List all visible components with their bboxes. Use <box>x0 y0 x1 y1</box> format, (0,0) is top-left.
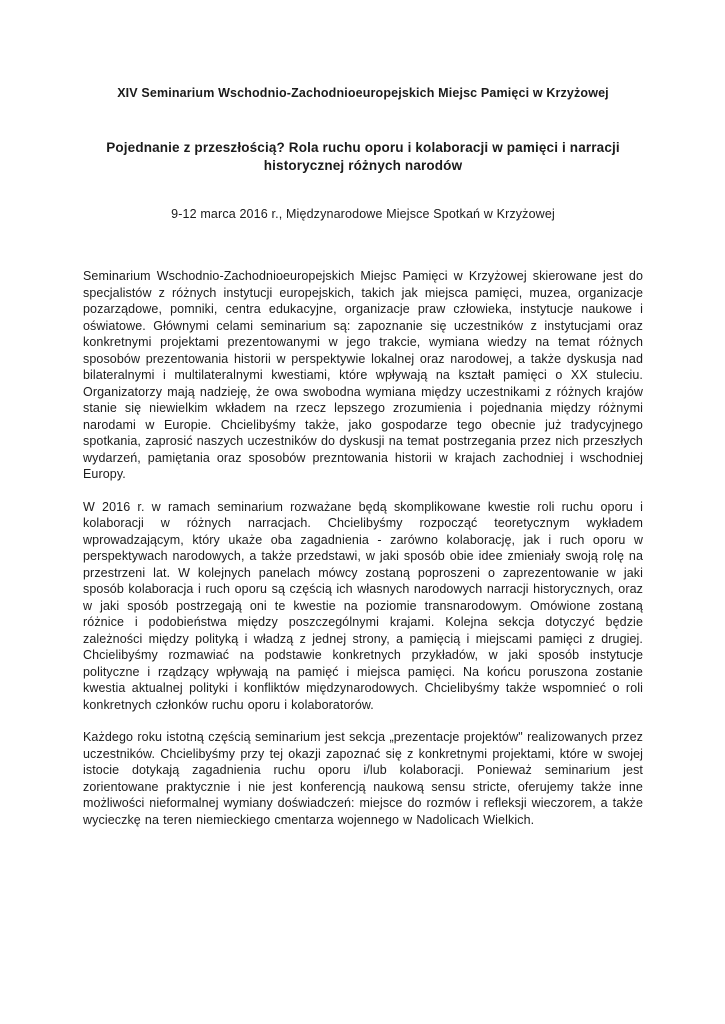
document-header: XIV Seminarium Wschodnio-Zachodnioeuropejskich Miejsc Pamięci w Krzyżowej <box>117 86 609 100</box>
paragraph-seminar-2016: W 2016 r. w ramach seminarium rozważane będą skomplikowane kwestie roli ruchu oporu i kolaboracji w różnych narracjach. Chcielibyśmy rozpocząć teoretycznym wykładem wprowadzającym, który ukaże oba zagadnienia - zarówno kolaborację, jak i ruch oporu w perspektywach narodowych, a także przedstawi, w jaki sposób obie idee zmieniały swoją rolę na przestrzeni lat. W kolejnych panelach mówcy zostaną poproszeni o zaprezentowanie w jaki sposób kolaboracja i ruch oporu są częścią ich własnych narodowych narracji historycznych, oraz w jaki sposób postrzegają oni te kwestie na poziomie transnarodowym. Omówione zostaną różnice i podobieństwa między poszczególnymi krajami. Kolejna sekcja dotyczyć będzie zależności między polityką i władzą z jednej strony, a pamięcią i miejscami pamięci z drugiej. Chcielibyśmy rozmawiać na podstawie konkretnych przykładów, w jaki sposób instytucje polityczne i rządzący wpływają na pamięć i miejsca pamięci. Na końcu poruszona zostanie kwestia aktualnej polityki i konfliktów międzynarodowych. Chcielibyśmy także wspomnieć o roli konkretnych członków ruchu oporu i kolaboratorów. <box>83 499 643 712</box>
document-title: Pojednanie z przeszłością? Rola ruchu oporu i kolaboracji w pamięci i narracji historycznej różnych narodów <box>106 140 620 173</box>
paragraph-project-presentations: Każdego roku istotną częścią seminarium jest sekcja „prezentacje projektów" realizowanych przez uczestników. Chcielibyśmy przy tej okazji zapoznać się z konkretnymi projektami, które w swojej istocie dotykają zagadnienia ruchu oporu i/lub kolaboracji. Ponieważ seminarium jest zorientowane praktycznie i nie jest konferencją naukową sensu stricte, oferujemy także inne możliwości nieformalnej wymiany doświadczeń: miejsce do rozmów i refleksji wieczorem, a także wycieczkę na teren niemieckiego cmentarza wojennego w Nadolicach Wielkich. <box>83 730 643 827</box>
date-line: 9-12 marca 2016 r., Międzynarodowe Miejsce Spotkań w Krzyżowej <box>171 207 555 221</box>
paragraph-introduction: Seminarium Wschodnio-Zachodnioeuropejskich Miejsc Pamięci w Krzyżowej skierowane jest do specjalistów z różnych instytucji europejskich, takich jak miejsca pamięci, muzea, organizacje pozarządowe, pomniki, centra edukacyjne, organizacje praw człowieka, instytucje naukowe i oświatowe. Głównymi celami seminarium są: zapoznanie się uczestników z instytucjami oraz konkretnymi projektami prezentowanymi w jego trakcie, wymiana wiedzy na temat różnych sposobów prezentowania historii w perspektywie lokalnej oraz narodowej, a także dyskusja nad bilateralnymi i multilateralnymi kwestiami, które wpływają na kształt pamięci o XX stuleciu. Organizatorzy mają nadzieję, że owa swobodna wymiana między uczestnikami z różnych krajów stanie się niewielkim wkładem na rzecz lepszego zrozumienia i pojednania między różnymi narodami w Europie. Chcielibyśmy także, jako gospodarze tego obecnie już tradycyjnego spotkania, zaprosić naszych uczestników do dyskusji na temat postrzegania przez nich przeszłych wydarzeń, pamiętania oraz sposobów prezntowania historii w krajach zachodniej i wschodniej Europy. <box>83 269 643 481</box>
